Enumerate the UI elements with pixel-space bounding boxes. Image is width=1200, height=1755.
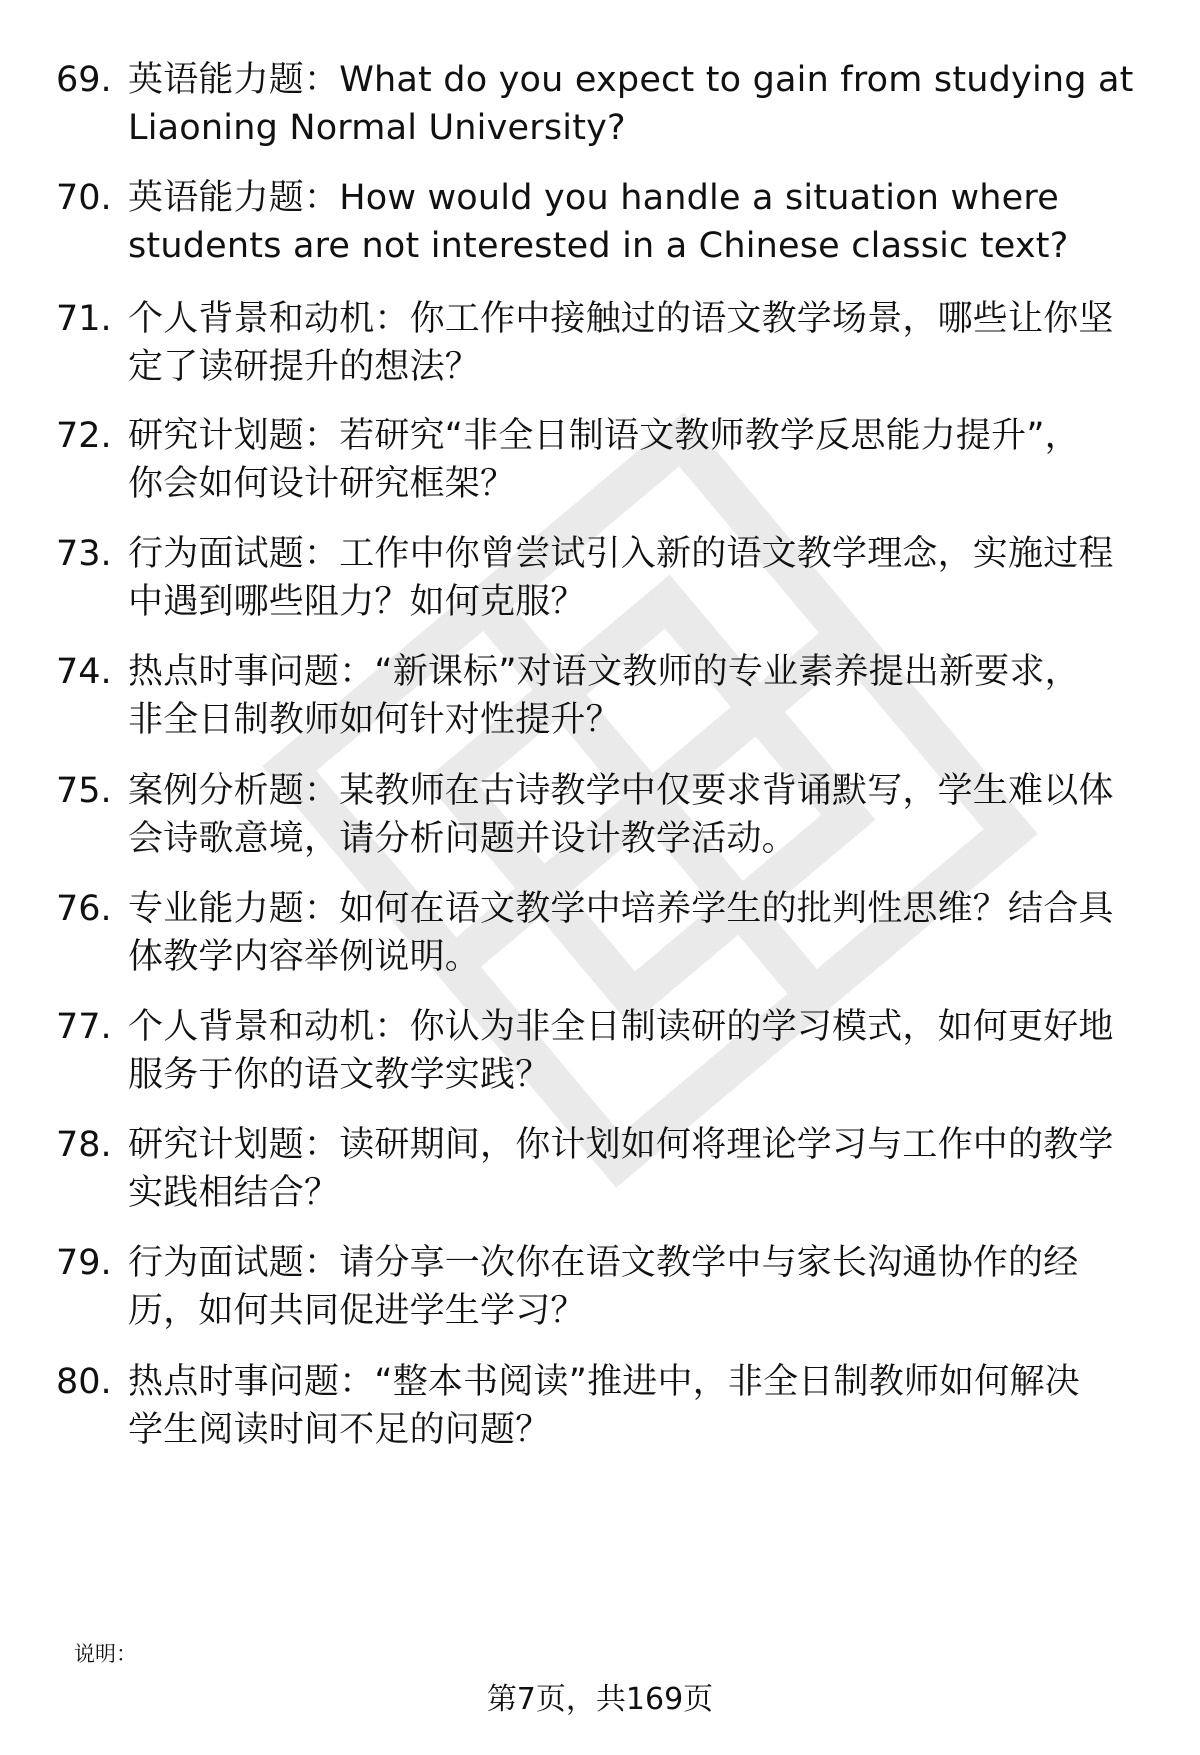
question-number: 78. [56,1125,112,1165]
question-number: 77. [56,1007,112,1047]
question-number: 75. [56,771,112,811]
question-number: 74. [56,652,112,692]
question-text: 英语能力题：How would you handle a situation where students are not interested in a Chinese classic text? [128,178,1069,266]
question-text: 案例分析题：某教师在古诗教学中仅要求背诵默写，学生难以体 会诗歌意境，请分析问题并设计教学活动。 [128,771,1114,859]
question-text: 个人背景和动机：你工作中接触过的语文教学场景，哪些让你坚 定了读研提升的想法？ [128,299,1114,387]
question-text: 专业能力题：如何在语文教学中培养学生的批判性思维？结合具 体教学内容举例说明。 [128,889,1114,977]
question-number: 76. [56,889,112,929]
question-text: 英语能力题：What do you expect to gain from studying at Liaoning Normal University? [128,60,1134,148]
question-text: 行为面试题：请分享一次你在语文教学中与家长沟通协作的经 历，如何共同促进学生学习？ [128,1243,1079,1331]
question-text: 热点时事问题：“新课标”对语文教师的专业素养提出新要求， 非全日制教师如何针对性提升？ [128,652,1080,740]
question-text: 个人背景和动机：你认为非全日制读研的学习模式，如何更好地 服务于你的语文教学实践？ [128,1007,1114,1095]
question-number: 71. [56,299,112,339]
question-text: 行为面试题：工作中你曾尝试引入新的语文教学理念，实施过程 中遇到哪些阻力？如何克服？ [128,534,1114,622]
page-footer: 第7页，共169页 [486,1682,714,1717]
question-number: 70. [56,178,112,218]
question-text: 研究计划题：读研期间，你计划如何将理论学习与工作中的教学 实践相结合？ [128,1125,1114,1213]
question-number: 69. [56,60,112,100]
question-text: 热点时事问题：“整本书阅读”推进中，非全日制教师如何解决 学生阅读时间不足的问题？ [128,1362,1080,1450]
question-number: 79. [56,1243,112,1283]
question-number: 73. [56,534,112,574]
question-number: 80. [56,1362,112,1402]
note-label: 说明： [74,1642,137,1666]
question-number: 72. [56,416,112,456]
question-text: 研究计划题：若研究“非全日制语文教师教学反思能力提升”， 你会如何设计研究框架？ [128,416,1080,504]
